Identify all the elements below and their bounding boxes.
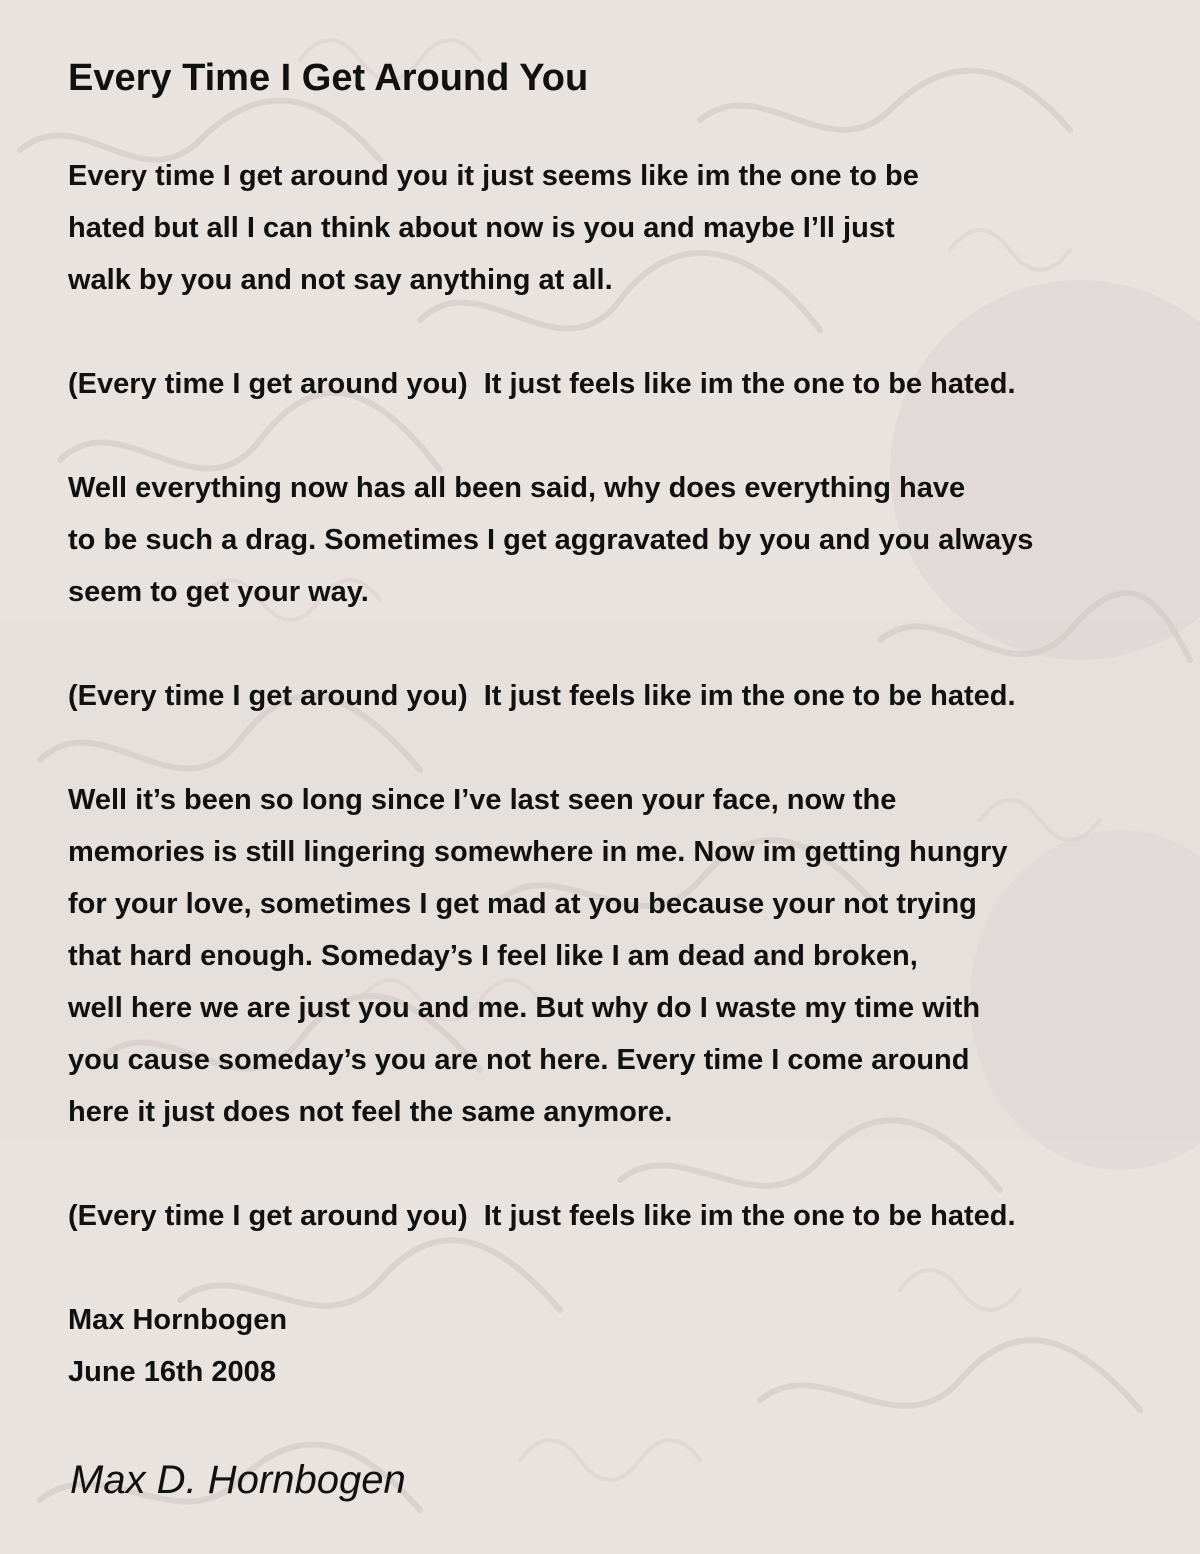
poem-line: seem to get your way. bbox=[68, 576, 369, 608]
poem-line: (Every time I get around you) It just feels like im the one to be hated. bbox=[68, 680, 1016, 712]
poem-line: Every time I get around you it just seems like im the one to be bbox=[68, 160, 919, 192]
poem-title: Every Time I Get Around You bbox=[68, 57, 589, 99]
poem-line: for your love, sometimes I get mad at you because your not trying bbox=[68, 888, 977, 920]
stanza-refrain bbox=[68, 1190, 1178, 1242]
stanza bbox=[68, 462, 1178, 618]
signature-name: Max Hornbogen bbox=[68, 1304, 288, 1336]
author-name-footer: Max D. Hornbogen bbox=[70, 1458, 406, 1502]
stanza bbox=[68, 150, 1178, 306]
stanza-refrain bbox=[68, 358, 1178, 410]
poem-line: here it just does not feel the same anymore. bbox=[68, 1096, 673, 1128]
poem-line: that hard enough. Someday’s I feel like I am dead and broken, bbox=[68, 940, 918, 972]
poem-line: Well it’s been so long since I’ve last seen your face, now the bbox=[68, 784, 897, 816]
poem-line: well here we are just you and me. But why do I waste my time with bbox=[68, 992, 981, 1024]
poem-line: (Every time I get around you) It just feels like im the one to be hated. bbox=[68, 1200, 1016, 1232]
poem-line: memories is still lingering somewhere in me. Now im getting hungry bbox=[68, 836, 1008, 868]
signature-block bbox=[68, 1294, 1178, 1398]
poem-line: you cause someday’s you are not here. Every time I come around bbox=[68, 1044, 970, 1076]
poem-line: Well everything now has all been said, why does everything have bbox=[68, 472, 966, 504]
stanza bbox=[68, 774, 1178, 1138]
poem-content bbox=[68, 52, 1178, 1398]
poem-line: walk by you and not say anything at all. bbox=[68, 264, 613, 296]
signature-date: June 16th 2008 bbox=[68, 1356, 276, 1388]
poem-line: to be such a drag. Sometimes I get aggravated by you and you always bbox=[68, 524, 1034, 556]
stanza-refrain bbox=[68, 670, 1178, 722]
poem-line: hated but all I can think about now is you and maybe I’ll just bbox=[68, 212, 895, 244]
poem-line: (Every time I get around you) It just feels like im the one to be hated. bbox=[68, 368, 1016, 400]
